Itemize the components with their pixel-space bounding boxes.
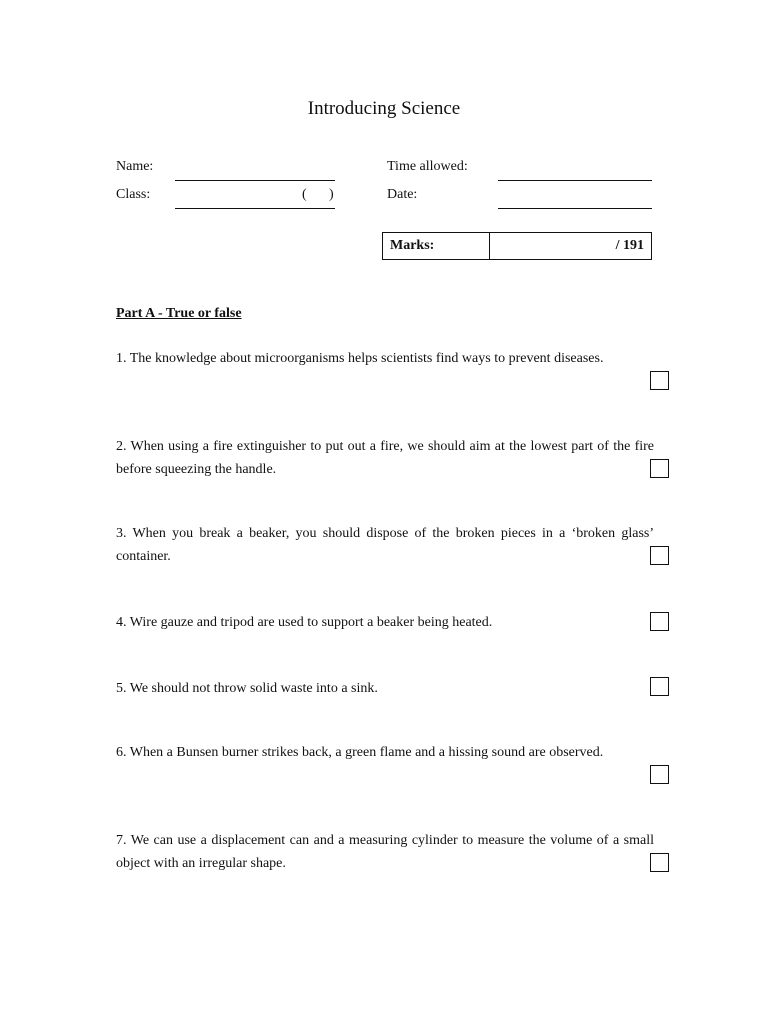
- class-number-paren-close: ): [329, 187, 334, 202]
- section-heading-part-a: Part A - True or false: [116, 306, 242, 321]
- question-6-text: 6. When a Bunsen burner strikes back, a green flame and a hissing sound are observed.: [116, 745, 604, 760]
- class-label: Class:: [116, 187, 151, 202]
- class-field[interactable]: [175, 208, 335, 209]
- time-allowed-label: Time allowed:: [387, 159, 468, 174]
- question-5-text: 5. We should not throw solid waste into a sink.: [116, 681, 378, 696]
- question-2-answer-box[interactable]: [650, 459, 669, 478]
- question-2-text: 2. When using a fire extinguisher to put out a fire, we should aim at the lowest part of the fire before squeezing the handle.: [116, 439, 654, 477]
- class-number-paren-open: (: [302, 187, 307, 202]
- question-6-answer-box[interactable]: [650, 765, 669, 784]
- date-label: Date:: [387, 187, 418, 202]
- name-label: Name:: [116, 159, 154, 174]
- page-title: Introducing Science: [307, 98, 461, 119]
- question-1-text: 1. The knowledge about microorganisms helps scientists find ways to prevent diseases.: [116, 351, 604, 366]
- question-4-text: 4. Wire gauze and tripod are used to support a beaker being heated.: [116, 615, 493, 630]
- marks-label: Marks:: [383, 233, 490, 259]
- name-field[interactable]: [175, 180, 335, 181]
- question-7-text: 7. We can use a displacement can and a measuring cylinder to measure the volume of a small object with an irregular shape.: [116, 833, 654, 871]
- marks-total: / 191: [615, 238, 644, 253]
- time-allowed-field[interactable]: [498, 180, 652, 181]
- question-3-answer-box[interactable]: [650, 546, 669, 565]
- marks-box: [382, 232, 652, 260]
- question-1-answer-box[interactable]: [650, 371, 669, 390]
- question-5-answer-box[interactable]: [650, 677, 669, 696]
- question-7-answer-box[interactable]: [650, 853, 669, 872]
- date-field[interactable]: [498, 208, 652, 209]
- question-3-text: 3. When you break a beaker, you should dispose of the broken pieces in a ‘broken glass’ container.: [116, 526, 654, 564]
- question-4-answer-box[interactable]: [650, 612, 669, 631]
